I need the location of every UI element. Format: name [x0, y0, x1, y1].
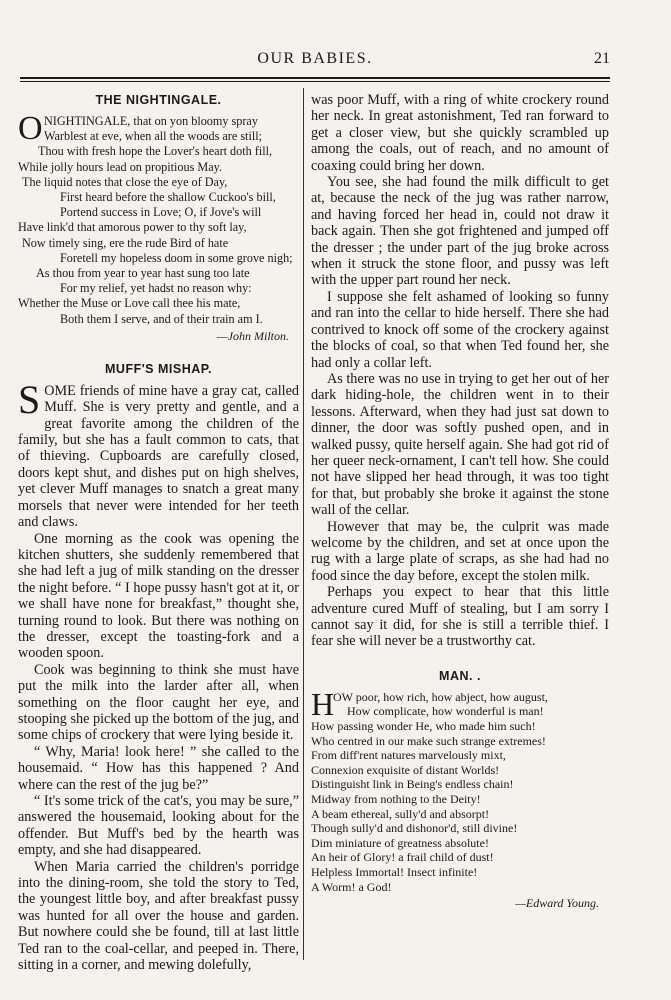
muff-title: MUFF'S MISHAP.: [105, 361, 212, 376]
story-paragraph: As there was no use in trying to get her out of her dark hiding-hole, the children went in to their lessons. Afterward, when they had just sat down to dinner, the door was softly pushed open, and in walked pussy, quite herself again. She had got rid of her queer neck-ornament, I can't tell how. She could not have slipped her head through, it was too tight for that, but probably she broke it against the stone wall of the cellar.: [311, 370, 609, 519]
poem-line: Have link'd that amorous power to thy soft lay,: [18, 220, 247, 235]
header-rule-thick: [20, 77, 610, 79]
story-paragraph: When Maria carried the children's porridge into the dining-room, she told the story to Ted, the youngest little boy, and after breakfast pussy was hunted for all over the house and garden. But nowhere could she be found, till at last little Ted ran to the coal-cellar, and peeped in. There, sitting in a corner, and mewing dolefully,: [18, 858, 299, 974]
poem-line: Dim miniature of greatness absolute!: [311, 835, 489, 850]
poem-line: A Worm! a God!: [311, 879, 392, 894]
poem-line: Whether the Muse or Love call thee his mate,: [18, 296, 241, 311]
drop-cap: O: [18, 110, 43, 147]
left-column: [18, 92, 299, 973]
nightingale-title: THE NIGHTINGALE.: [95, 93, 222, 107]
poem-line: Both them I serve, and of their train am I.: [60, 311, 263, 326]
poem-line: Though sully'd and dishonor'd, still divine!: [311, 821, 518, 836]
story-paragraph: You see, she had found the milk difficult to get at, because the neck of the jug was rather narrow, and having forced her head in, could not draw it back again. Then she got frightened and jumped off the dresser ; the under part of the jug broke across when it struck the stone floor, and pussy was left with the upper part round her neck.: [311, 174, 609, 289]
story-paragraph: was poor Muff, with a ring of white crockery round her neck. In great astonishment, Ted ran forward to get a closer view, but she quickly scrambled up among the coals, out of reach, and no amount of coaxing could bring her down.: [311, 92, 609, 174]
poem-line: As thou from year to year hast sung too late: [36, 266, 250, 281]
header-rule-thin: [20, 81, 610, 82]
story-paragraph: SOME friends of mine have a gray cat, called Muff. She is very pretty and gentle, and a great favorite among the children of the family, but she has a fault common to cats, that of thieving. Cupboards are carefully closed, doors kept shut, and dishes put on high shelves, yet clever Muff manages to snatch a great many morsels that never were intended for her teeth and claws.: [18, 376, 299, 531]
poem-line: Helpless Immortal! Insect infinite!: [311, 864, 478, 879]
poem-line: First heard before the shallow Cuckoo's bill,: [60, 190, 276, 205]
poem-line: While jolly hours lead on propitious May.: [18, 159, 222, 174]
poem-line: An heir of Glory! a frail child of dust!: [311, 850, 494, 865]
running-title: OUR BABIES.: [257, 50, 373, 67]
page-number: 21: [594, 50, 610, 67]
poem-line: Midway from nothing to the Deity!: [311, 791, 481, 806]
poem-line: How complicate, how wonderful is man!: [347, 704, 544, 719]
man-poem: [311, 685, 609, 894]
poem-line: Who centred in our make such strange extremes!: [311, 733, 546, 748]
story-paragraph: Cook was beginning to think she must have put the milk into the larder after all, when something on the floor caught her eye, and stooping she picked up the bottom of the jug, and some chips of crockery that were lying beside it.: [18, 661, 299, 744]
nightingale-attribution: —John Milton.: [217, 328, 289, 343]
right-column: [311, 92, 609, 910]
poem-line: Thou with fresh hope the Lover's heart doth fill,: [38, 144, 273, 159]
poem-line: Connexion exquisite of distant Worlds!: [311, 762, 500, 777]
poem-line: H OW poor, how rich, how abject, how august,: [311, 685, 548, 722]
muff-story-left: [18, 376, 299, 974]
poem-line: For my relief, yet hadst no reason why:: [60, 281, 252, 296]
man-attribution: —Edward Young.: [515, 896, 599, 911]
poem-line: Now timely sing, ere the rude Bird of hate: [22, 235, 229, 250]
poem-line: Warblest at eve, when all the woods are still;: [44, 129, 262, 144]
poem-line: How passing wonder He, who made him such!: [311, 719, 536, 733]
nightingale-poem: [18, 110, 299, 327]
poem-line: From diff'rent natures marvelously mixt,: [311, 748, 506, 763]
story-paragraph: However that may be, the culprit was made welcome by the children, and set at once upon the rug with a large plate of scraps, as she had had no food since the day before, except the stolen milk.: [311, 518, 609, 584]
man-title: MAN. .: [439, 668, 481, 683]
column-divider: [303, 88, 304, 960]
story-paragraph: “ It's some trick of the cat's, you may be sure,” answered the housemaid, looking about for the offender. But Muff's bed by the hearth was empty, and she had disappeared.: [18, 793, 299, 859]
story-paragraph: I suppose she felt ashamed of looking so funny and ran into the cellar to hide herself. There she had contrived to knock off some of the crockery against the blocks of coal, so that when Ted found her, she had only a collar left.: [311, 288, 609, 371]
poem-line: A beam ethereal, sully'd and absorpt!: [311, 806, 490, 821]
poem-line: O NIGHTINGALE, that on yon bloomy spray: [18, 110, 258, 147]
running-head: [20, 50, 610, 76]
poem-line: Foretell my hopeless doom in some grove nigh;: [60, 250, 293, 265]
poem-line: The liquid notes that close the eye of Day,: [22, 174, 228, 189]
drop-cap: H: [311, 685, 335, 722]
story-paragraph: One morning as the cook was opening the kitchen shutters, she suddenly remembered that she had left a jug of milk standing on the dresser the night before. “ I hope pussy hasn't got at it, or we shall have none for breakfast,” thought she, turning round to look. But there was nothing on the dresser, except the toasting-fork and a wooden spoon.: [18, 530, 299, 662]
story-paragraph: “ Why, Maria! look here! ” she called to the housemaid. “ How has this happened ? And where can the rest of the jug be?”: [18, 743, 299, 793]
drop-cap: S: [18, 376, 41, 422]
poem-line: Portend success in Love; O, if Jove's will: [60, 205, 262, 220]
poem-line: Distinguisht link in Being's endless chain!: [311, 777, 514, 792]
story-paragraph: Perhaps you expect to hear that this little adventure cured Muff of stealing, but I am sorry I cannot say it did, for she is still a terrible thief. I fear she will never be a trustworthy cat.: [311, 584, 609, 650]
muff-story-right: [311, 92, 609, 650]
